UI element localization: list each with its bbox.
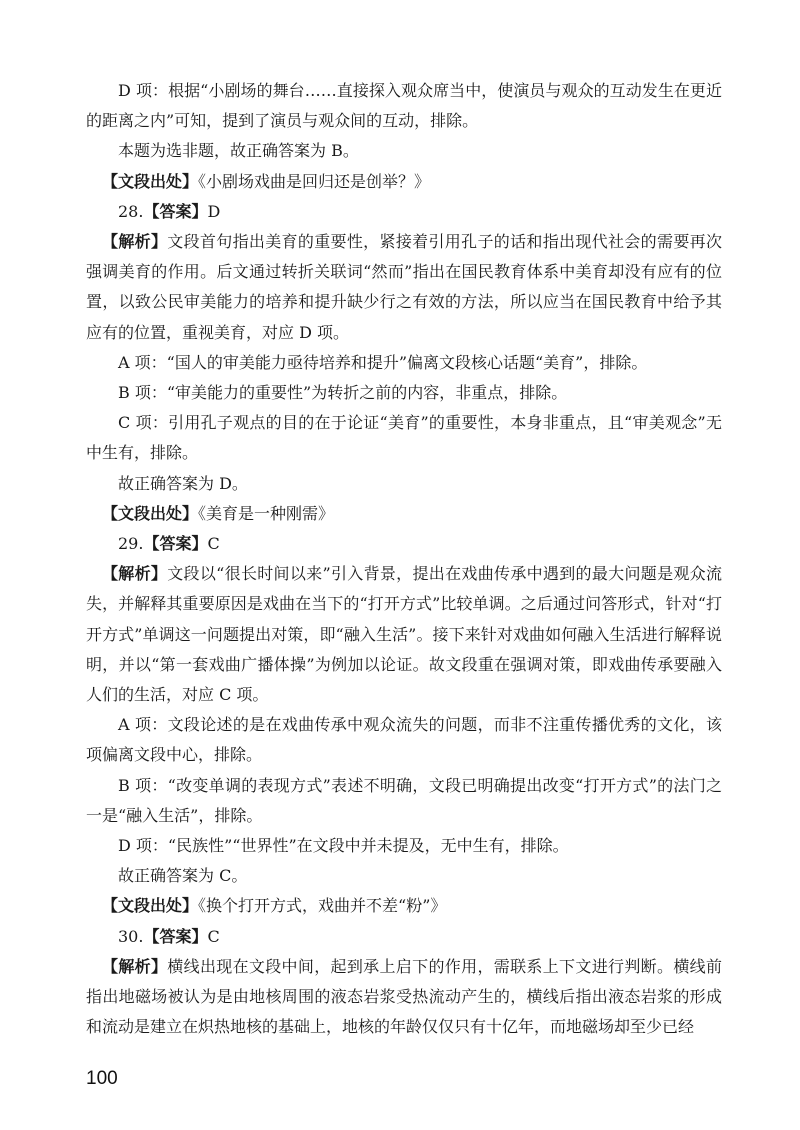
paragraph-text: C 项：引用孔子观点的目的在于论证“美育”的重要性，本身非重点，且“审美观念”无中生有，排除。 <box>86 413 722 463</box>
source-line <box>86 891 722 921</box>
question-number: 29. <box>118 534 144 554</box>
paragraph-text: D 项：“民族性”“世界性”在文段中并未提及，无中生有，排除。 <box>118 836 569 856</box>
answer-line <box>86 922 722 952</box>
source-title: 《美育是一种刚需》 <box>198 503 335 523</box>
answer-label: 【答案】 <box>143 534 208 554</box>
source-label: 【文段出处】 <box>102 503 199 523</box>
answer-line <box>86 529 722 559</box>
source-title: 《换个打开方式，戏曲并不差“粉”》 <box>198 896 447 916</box>
body-paragraph <box>86 861 722 891</box>
paragraph-text: 故正确答案为 D。 <box>118 473 248 493</box>
analysis-paragraph <box>86 559 722 710</box>
paragraph-text: B 项：“改变单调的表现方式”表述不明确，文段已明确提出改变“打开方式”的法门之一是“融入生活”，排除。 <box>86 775 722 825</box>
question-number: 30. <box>118 926 144 946</box>
body-paragraph <box>86 710 722 770</box>
source-title: 《小剧场戏曲是回归还是创举？》 <box>198 171 431 191</box>
paragraph-text: B 项：“审美能力的重要性”为转折之前的内容，非重点，排除。 <box>118 383 568 403</box>
analysis-label: 【解析】 <box>102 232 168 252</box>
page-number: 100 <box>86 1068 118 1089</box>
analysis-text: 横线出现在文段中间，起到承上启下的作用，需联系上下文进行判断。横线前指出地磁场被认为是由地核周围的液态岩浆受热流动产生的，横线后指出液态岩浆的形成和流动是建立在炽热地核的基础上，地核的年龄仅仅只有十亿年，而地磁场却至少已经 <box>86 956 722 1037</box>
body-paragraph <box>86 831 722 861</box>
analysis-label: 【解析】 <box>102 564 168 584</box>
page-content <box>86 76 722 1043</box>
paragraph-text: 本题为选非题，故正确答案为 B。 <box>118 141 359 161</box>
analysis-paragraph <box>86 952 722 1043</box>
paragraph-text: 故正确答案为 C。 <box>118 866 248 886</box>
question-number: 28. <box>118 201 144 221</box>
answer-value: C <box>207 534 220 554</box>
body-paragraph <box>86 348 722 378</box>
source-line <box>86 499 722 529</box>
answer-value: D <box>207 201 221 221</box>
analysis-text: 文段首句指出美育的重要性，紧接着引用孔子的话和指出现代社会的需要再次强调美育的作用。后文通过转折关联词“然而”指出在国民教育体系中美育却没有应有的位置，以致公民审美能力的培养和提升缺少行之有效的方法，所以应当在国民教育中给予其应有的位置，重视美育，对应 D 项。 <box>86 232 722 342</box>
answer-line <box>86 197 722 227</box>
answer-label: 【答案】 <box>143 201 208 221</box>
paragraph-text: A 项：文段论述的是在戏曲传承中观众流失的问题，而非不注重传播优秀的文化，该项偏离文段中心，排除。 <box>86 715 722 765</box>
paragraph-text: D 项：根据“小剧场的舞台……直接探入观众席当中，使演员与观众的互动发生在更近的距离之内”可知，提到了演员与观众间的互动，排除。 <box>86 81 722 131</box>
body-paragraph <box>86 771 722 831</box>
body-paragraph <box>86 136 722 166</box>
answer-value: C <box>207 926 220 946</box>
source-line <box>86 167 722 197</box>
body-paragraph <box>86 378 722 408</box>
analysis-paragraph <box>86 227 722 348</box>
source-label: 【文段出处】 <box>102 171 199 191</box>
source-label: 【文段出处】 <box>102 896 199 916</box>
answer-label: 【答案】 <box>143 926 208 946</box>
analysis-label: 【解析】 <box>102 956 168 976</box>
body-paragraph <box>86 76 722 136</box>
body-paragraph <box>86 408 722 468</box>
paragraph-text: A 项：“国人的审美能力亟待培养和提升”偏离文段核心话题“美育”，排除。 <box>118 352 648 372</box>
body-paragraph <box>86 469 722 499</box>
analysis-text: 文段以“很长时间以来”引入背景，提出在戏曲传承中遇到的最大问题是观众流失，并解释其重要原因是戏曲在当下的“打开方式”比较单调。之后通过问答形式，针对“打开方式”单调这一问题提出对策，即“融入生活”。接下来针对戏曲如何融入生活进行解释说明，并以“第一套戏曲广播体操”为例加以论证。故文段重在强调对策，即戏曲传承要融入人们的生活，对应 C 项。 <box>86 564 722 705</box>
